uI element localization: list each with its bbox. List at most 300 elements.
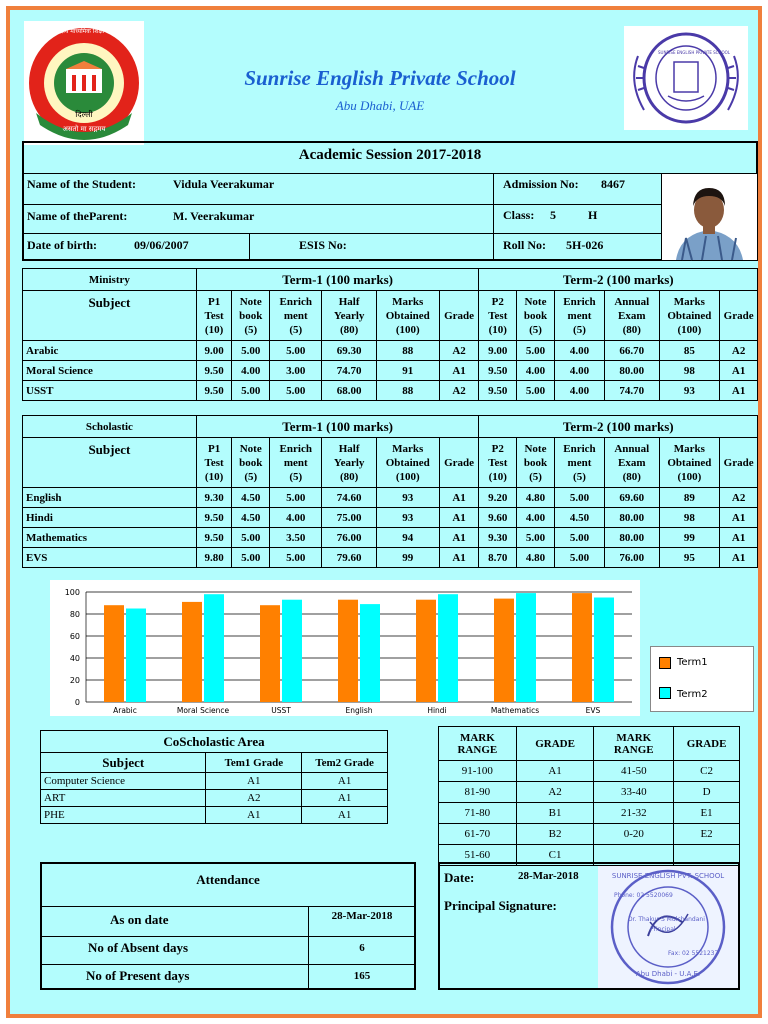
y-tick-label: 40	[69, 654, 80, 663]
grading-cell: B1	[516, 803, 594, 824]
t1-col-header	[322, 291, 376, 341]
mark-cell: 5.00	[232, 528, 270, 548]
mark-cell: 9.20	[479, 488, 517, 508]
mark-cell: 5.00	[270, 341, 322, 361]
term2-header: Term-2 (100 marks)	[479, 416, 758, 438]
subject-header: Subject	[23, 438, 197, 488]
mark-cell: 3.00	[270, 361, 322, 381]
stamp-top-text: SUNRISE ENGLISH PVT. SCHOOL	[611, 872, 725, 880]
mark-cell: 75.00	[322, 508, 376, 528]
mark-cell: 85	[659, 341, 720, 361]
subject-cell: Mathematics	[23, 528, 197, 548]
esis-label: ESIS No:	[299, 238, 347, 252]
divider	[40, 964, 416, 965]
mark-cell: 76.00	[605, 548, 659, 568]
term1-header: Term-1 (100 marks)	[196, 416, 479, 438]
t1-col-header	[232, 438, 270, 488]
x-tick-label: Mathematics	[490, 706, 540, 715]
co-subject-cell: Computer Science	[41, 773, 206, 790]
t1-col-header	[376, 438, 439, 488]
coscholastic-title: CoScholastic Area	[41, 731, 388, 753]
mark-cell: 5.00	[517, 341, 555, 361]
x-tick-label: EVS	[585, 706, 601, 715]
subject-cell: Arabic	[23, 341, 197, 361]
mark-cell: 9.50	[479, 381, 517, 401]
co-grade-cell: A1	[302, 773, 388, 790]
grading-cell: C2	[674, 761, 740, 782]
grading-cell: B2	[516, 824, 594, 845]
col-header-line: Grade	[444, 456, 475, 469]
y-tick-label: 20	[69, 676, 80, 685]
mark-cell: 88	[376, 341, 439, 361]
mark-cell: 9.50	[196, 528, 232, 548]
col-header-line: (10)	[488, 470, 507, 483]
subject-header: Subject	[23, 291, 197, 341]
mark-cell: 95	[659, 548, 720, 568]
student-name-label: Name of the Student:	[27, 177, 136, 191]
mark-cell: 4.00	[517, 361, 555, 381]
mark-cell: A2	[439, 381, 479, 401]
absent-label: No of Absent days	[88, 940, 189, 955]
bar-term1-english	[338, 600, 358, 702]
t1-col-header	[196, 438, 232, 488]
col-header-line: Marks	[673, 295, 705, 308]
col-header-line: Yearly	[333, 456, 365, 469]
as-on-value: 28-Mar-2018	[331, 910, 393, 922]
bar-term1-mathematics	[494, 599, 514, 702]
school-name: Sunrise English Private School	[244, 66, 516, 90]
mark-cell: 91	[376, 361, 439, 381]
student-photo	[662, 174, 757, 260]
subject-cell: English	[23, 488, 197, 508]
dob-label: Date of birth:	[27, 238, 97, 252]
mark-cell: 5.00	[232, 381, 270, 401]
col-header-line: Grade	[723, 456, 754, 469]
col-header-line: Obtained	[667, 456, 712, 469]
ministry-table	[22, 268, 758, 401]
school-location: Abu Dhabi, UAE	[335, 98, 425, 113]
grading-header: MARK RANGE	[594, 727, 674, 761]
t2-col-header	[479, 291, 517, 341]
bar-term2-mathematics	[516, 593, 536, 702]
report-card	[6, 6, 762, 1018]
col-header-line: (5)	[289, 470, 303, 483]
x-tick-label: Arabic	[113, 706, 137, 715]
subject-cell: Moral Science	[23, 361, 197, 381]
co-grade-cell: A1	[206, 773, 302, 790]
table-row	[23, 528, 758, 548]
co-subject-cell: ART	[41, 790, 206, 807]
column-headers	[23, 291, 758, 341]
mark-cell: 79.60	[322, 548, 376, 568]
grading-cell: 81-90	[439, 782, 517, 803]
mark-cell: 4.00	[517, 508, 555, 528]
mark-cell: 4.50	[232, 488, 270, 508]
bar-term2-arabic	[126, 609, 146, 703]
term2-header: Term-2 (100 marks)	[479, 269, 758, 291]
grading-cell: 33-40	[594, 782, 674, 803]
mark-cell: 4.80	[517, 548, 555, 568]
divider	[249, 233, 250, 261]
principal-label: Principal Signature:	[444, 898, 557, 913]
col-header-line: Annual	[614, 442, 650, 455]
col-header-line: (100)	[395, 323, 420, 336]
x-tick-label: Hindi	[427, 706, 447, 715]
chart-legend	[650, 646, 754, 712]
mark-cell: 5.00	[232, 341, 270, 361]
t2-col-header	[517, 291, 555, 341]
table-row	[41, 773, 388, 790]
t2-col-header	[605, 438, 659, 488]
col-header-line: Marks	[673, 442, 705, 455]
col-header-line: Exam	[618, 309, 646, 322]
mark-cell: A1	[439, 548, 479, 568]
col-header-line: Grade	[444, 309, 475, 322]
bar-term2-usst	[282, 600, 302, 702]
bar-term1-usst	[260, 605, 280, 702]
mark-cell: 99	[659, 528, 720, 548]
mark-cell: A1	[439, 528, 479, 548]
roll-no: 5H-026	[566, 238, 604, 252]
grading-header: MARK RANGE	[439, 727, 517, 761]
mark-cell: 9.30	[196, 488, 232, 508]
col-header-line: Note	[524, 295, 547, 308]
col-header-line: Obtained	[385, 309, 430, 322]
col-header-line: P1	[207, 295, 221, 308]
grading-cell: 91-100	[439, 761, 517, 782]
t2-col-header	[554, 438, 604, 488]
mark-cell: 99	[376, 548, 439, 568]
scholastic-table	[22, 415, 758, 568]
col-header-line: (5)	[244, 323, 258, 336]
mark-cell: A1	[720, 361, 758, 381]
mark-cell: 80.00	[605, 508, 659, 528]
stamp-phone-text: Phone: 02 5520069	[614, 892, 673, 899]
mark-cell: 5.00	[232, 548, 270, 568]
table-row	[23, 488, 758, 508]
mark-cell: A1	[720, 381, 758, 401]
mark-cell: A2	[720, 488, 758, 508]
absent-value: 6	[359, 942, 365, 954]
grading-cell: A1	[516, 761, 594, 782]
col-header-line: Test	[204, 456, 224, 469]
t1-col-header	[270, 438, 322, 488]
emblem-text: SUNRISE ENGLISH PRIVATE SCHOOL	[658, 50, 730, 55]
mark-cell: 4.00	[554, 361, 604, 381]
mark-cell: 76.00	[322, 528, 376, 548]
mark-cell: 80.00	[605, 528, 659, 548]
ministry-label: Ministry	[23, 269, 197, 291]
col-header-line: P2	[491, 442, 504, 455]
table-row	[23, 361, 758, 381]
grading-cell: C1	[516, 845, 594, 866]
mark-cell: 3.50	[270, 528, 322, 548]
col-header-line: (5)	[529, 323, 542, 336]
col-header-line: Half	[338, 295, 360, 308]
col-header-line: book	[523, 456, 548, 469]
col-header-line: ment	[567, 456, 592, 469]
grading-cell: E2	[674, 824, 740, 845]
mark-cell: 4.80	[517, 488, 555, 508]
stamp-fax-text: Fax: 02 5521237	[668, 950, 719, 957]
mark-cell: 5.00	[554, 488, 604, 508]
t2-col-header	[720, 438, 758, 488]
col-header-line: (10)	[204, 323, 224, 336]
column-headers	[23, 438, 758, 488]
col-header-line: Test	[488, 309, 508, 322]
divider	[22, 233, 662, 234]
mark-cell: 9.50	[196, 508, 232, 528]
table-row	[23, 341, 758, 361]
bar-term1-evs	[572, 593, 592, 702]
col-header-line: Enrich	[279, 442, 312, 455]
col-header-line: Yearly	[333, 309, 365, 322]
x-tick-label: English	[345, 706, 373, 715]
logo-top-text: केन्द्रीय माध्यमिक शिक्षा बोर्ड	[53, 28, 115, 35]
mark-cell: 4.00	[232, 361, 270, 381]
bar-term1-hindi	[416, 600, 436, 702]
col-header-line: book	[239, 309, 263, 322]
table-row	[439, 824, 740, 845]
mark-cell: 98	[659, 508, 720, 528]
stamp-role-text: Principal	[650, 926, 676, 933]
table-row	[439, 761, 740, 782]
mark-cell: 4.00	[554, 341, 604, 361]
mark-cell: 9.60	[479, 508, 517, 528]
col-header-line: (5)	[529, 470, 542, 483]
admission-label: Admission No:	[503, 177, 579, 191]
coscholastic-table	[40, 730, 388, 824]
co-grade-cell: A1	[302, 807, 388, 824]
subject-cell: Hindi	[23, 508, 197, 528]
mark-cell: 5.00	[517, 528, 555, 548]
legend-swatch-term2	[659, 687, 671, 699]
bar-term2-english	[360, 604, 380, 702]
t2-col-header	[605, 291, 659, 341]
col-header-line: Half	[338, 442, 360, 455]
mark-cell: 5.00	[270, 381, 322, 401]
subject-cell: USST	[23, 381, 197, 401]
x-tick-label: Moral Science	[176, 706, 230, 715]
t2-col-header	[720, 291, 758, 341]
grading-table	[438, 726, 740, 866]
session-title: Academic Session 2017-2018	[298, 147, 482, 163]
t1-col-header	[232, 291, 270, 341]
logo-mid-text: दिल्ली	[75, 110, 93, 119]
t1-col-header	[439, 291, 479, 341]
mark-cell: 80.00	[605, 361, 659, 381]
legend-label-term1: Term1	[677, 657, 708, 668]
marks-chart	[50, 580, 640, 716]
grading-cell: 71-80	[439, 803, 517, 824]
mark-cell: 89	[659, 488, 720, 508]
mark-cell: 74.70	[322, 361, 376, 381]
mark-cell: 4.00	[270, 508, 322, 528]
col-header-line: (5)	[289, 323, 303, 336]
t1-col-header	[439, 438, 479, 488]
grading-header: GRADE	[516, 727, 594, 761]
bar-chart-svg	[50, 580, 640, 716]
date-value: 28-Mar-2018	[518, 870, 579, 882]
scholastic-label: Scholastic	[23, 416, 197, 438]
col-header-line: Exam	[618, 456, 646, 469]
col-header-line: book	[523, 309, 548, 322]
divider	[40, 906, 416, 907]
col-header-line: (80)	[339, 323, 359, 336]
co-subject-header: Subject	[41, 753, 206, 773]
attendance-title: Attendance	[196, 872, 260, 887]
school-stamp	[598, 866, 738, 988]
grading-cell: 41-50	[594, 761, 674, 782]
mark-cell: A1	[720, 528, 758, 548]
col-header-line: (100)	[677, 323, 702, 336]
t1-col-header	[270, 291, 322, 341]
bar-term2-moral-science	[204, 594, 224, 702]
mark-cell: A1	[720, 548, 758, 568]
col-header-line: (80)	[339, 470, 359, 483]
col-header-line: (10)	[488, 323, 507, 336]
col-header-line: (5)	[573, 323, 586, 336]
col-header-line: Annual	[614, 295, 650, 308]
class-label: Class:	[503, 208, 535, 222]
table-row	[41, 790, 388, 807]
col-header-line: Note	[239, 295, 262, 308]
t1-col-header	[322, 438, 376, 488]
divider	[493, 173, 494, 261]
col-header-line: P1	[207, 442, 221, 455]
table-row	[23, 508, 758, 528]
t2-col-header	[479, 438, 517, 488]
co-grade-cell: A1	[206, 807, 302, 824]
mark-cell: 66.70	[605, 341, 659, 361]
col-header-line: Test	[488, 456, 508, 469]
grading-cell: 51-60	[439, 845, 517, 866]
mark-cell: 93	[376, 508, 439, 528]
roll-label: Roll No:	[503, 238, 546, 252]
col-header-line: ment	[283, 456, 308, 469]
t2-col-header	[659, 438, 720, 488]
t2-col-header	[659, 291, 720, 341]
mark-cell: 68.00	[322, 381, 376, 401]
col-header-line: Enrich	[563, 295, 596, 308]
col-header-line: Enrich	[279, 295, 312, 308]
col-header-line: ment	[283, 309, 308, 322]
t1-col-header	[196, 291, 232, 341]
grading-cell: 0-20	[594, 824, 674, 845]
as-on-label: As on date	[110, 912, 169, 927]
present-label: No of Present days	[86, 968, 190, 983]
col-header-line: Enrich	[563, 442, 596, 455]
mark-cell: 5.00	[554, 528, 604, 548]
mark-cell: A2	[439, 341, 479, 361]
parent-label: Name of theParent:	[27, 209, 128, 223]
y-tick-label: 100	[64, 588, 80, 597]
col-header-line: ment	[567, 309, 592, 322]
bar-term1-arabic	[104, 605, 124, 702]
legend-swatch-term1	[659, 657, 671, 669]
grading-cell: 21-32	[594, 803, 674, 824]
col-header-line: (80)	[622, 470, 641, 483]
table-row	[439, 803, 740, 824]
mark-cell: 9.50	[479, 361, 517, 381]
col-header-line: Obtained	[667, 309, 712, 322]
col-header-line: (10)	[204, 470, 224, 483]
x-tick-label: USST	[271, 706, 291, 715]
bar-term2-hindi	[438, 594, 458, 702]
col-header-line: Note	[524, 442, 547, 455]
col-header-line: (5)	[573, 470, 586, 483]
mark-cell: 69.60	[605, 488, 659, 508]
col-header-line: Obtained	[385, 456, 430, 469]
divider	[40, 936, 416, 937]
divider	[22, 204, 662, 205]
grading-cell: 61-70	[439, 824, 517, 845]
stamp-name-text: Dr. Thakur S Mulchandani	[628, 916, 705, 923]
student-name: Vidula Veerakumar	[173, 177, 275, 191]
col-header-line: P2	[491, 295, 504, 308]
col-header-line: (100)	[677, 470, 702, 483]
col-header-line: Note	[239, 442, 262, 455]
grading-header: GRADE	[674, 727, 740, 761]
mark-cell: 5.00	[517, 381, 555, 401]
mark-cell: 88	[376, 381, 439, 401]
bar-term2-evs	[594, 598, 614, 703]
mark-cell: 69.30	[322, 341, 376, 361]
bar-term1-moral-science	[182, 602, 202, 702]
table-row	[41, 807, 388, 824]
mark-cell: 74.60	[322, 488, 376, 508]
y-tick-label: 0	[74, 698, 80, 707]
mark-cell: 94	[376, 528, 439, 548]
class-value: 5	[550, 208, 556, 222]
t1-col-header	[376, 291, 439, 341]
mark-cell: 9.30	[479, 528, 517, 548]
mark-cell: A2	[720, 341, 758, 361]
mark-cell: 9.00	[479, 341, 517, 361]
col-header-line: (80)	[622, 323, 641, 336]
mark-cell: 8.70	[479, 548, 517, 568]
mark-cell: A1	[720, 508, 758, 528]
grading-cell: D	[674, 782, 740, 803]
mark-cell: 5.00	[270, 488, 322, 508]
mark-cell: A1	[439, 488, 479, 508]
logo-bottom-text: असतो मा सद्गमय	[62, 125, 106, 133]
mark-cell: 9.50	[196, 361, 232, 381]
col-header-line: Marks	[392, 442, 424, 455]
mark-cell: A1	[439, 361, 479, 381]
mark-cell: 98	[659, 361, 720, 381]
mark-cell: 9.50	[196, 381, 232, 401]
subject-cell: EVS	[23, 548, 197, 568]
dob-value: 09/06/2007	[134, 238, 189, 252]
col-header-line: book	[239, 456, 263, 469]
mark-cell: 5.00	[270, 548, 322, 568]
mark-cell: 93	[376, 488, 439, 508]
table-row	[23, 381, 758, 401]
mark-cell: 74.70	[605, 381, 659, 401]
table-row	[23, 548, 758, 568]
col-header-line: Test	[204, 309, 224, 322]
present-value: 165	[353, 970, 371, 982]
parent-name: M. Veerakumar	[173, 209, 255, 223]
table-row	[439, 782, 740, 803]
mark-cell: 93	[659, 381, 720, 401]
co-term1-header: Tem1 Grade	[206, 753, 302, 773]
mark-cell: 4.50	[554, 508, 604, 528]
term1-header: Term-1 (100 marks)	[196, 269, 479, 291]
admission-no: 8467	[601, 177, 625, 191]
grading-cell: A2	[516, 782, 594, 803]
